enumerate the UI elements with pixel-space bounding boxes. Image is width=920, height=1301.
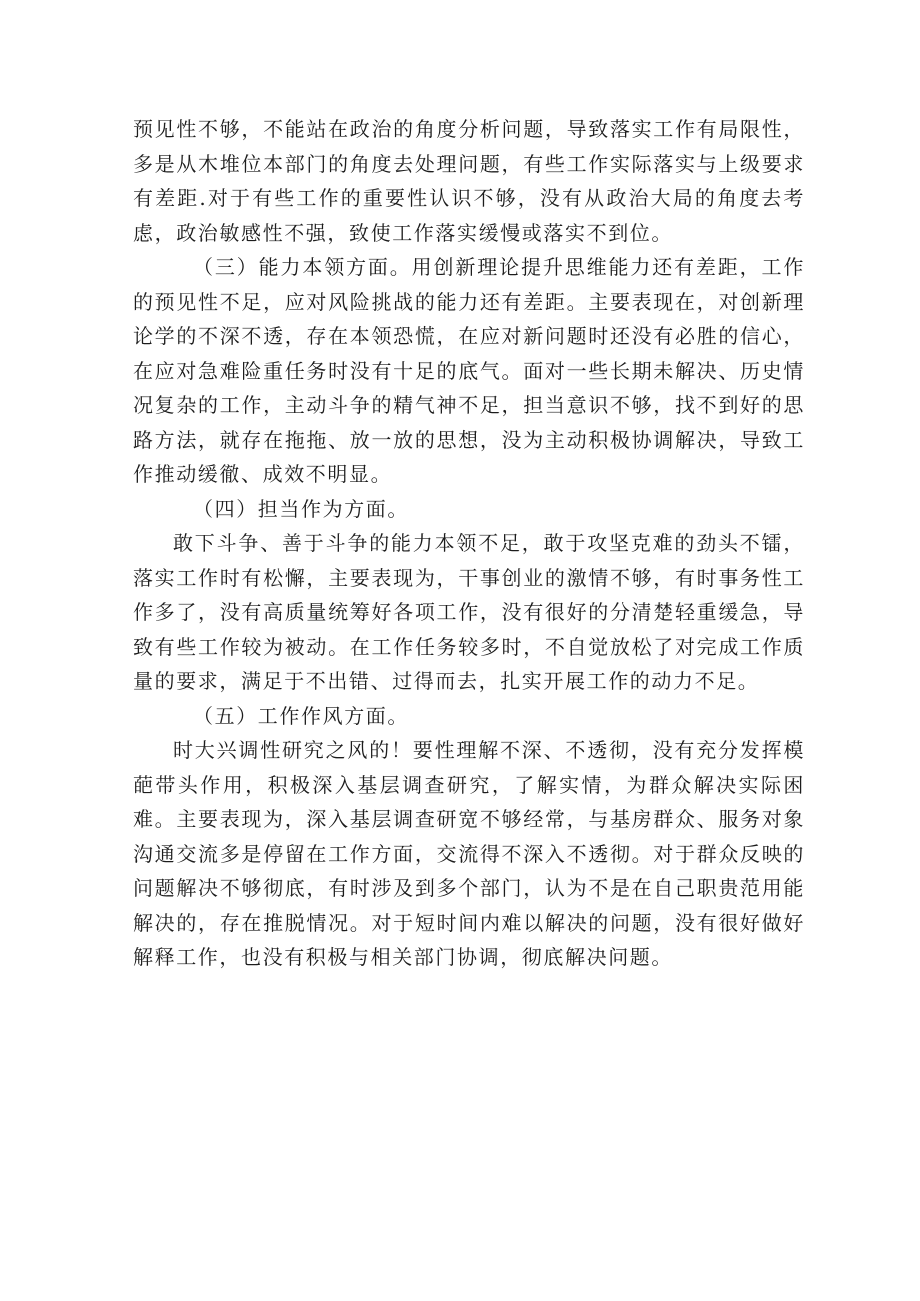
document-body: [133, 112, 805, 975]
section-heading-work-style: （五）工作作风方面。: [193, 703, 409, 728]
paragraph-continued: 预见性不够，不能站在政治的角度分析问题，导致落实工作有局限性，多是从木堆位本部门的角度去处理问题，有些工作实际落实与上级要求有差距.对于有些工作的重要性认识不够，没有从政治大局的角度去考虑，政治敏感性不强，致使工作落实缓慢或落实不到位。: [133, 117, 805, 245]
section-heading-responsibility: （四）担当作为方面。: [193, 496, 409, 521]
paragraph-responsibility: 敢下斗争、善于斗争的能力本领不足，敢于攻坚克难的劲头不镭，落实工作时有松懈，主要表现为，干事创业的激情不够，有时事务性工作多了，没有高质量统筹好各项工作，没有很好的分清楚轻重缓急，导致有些工作较为被动。在工作任务较多时，不自觉放松了对完成工作质量的要求，满足于不出错、过得而去，扎实开展工作的动力不足。: [133, 531, 805, 693]
paragraph-ability: （三）能力本领方面。用创新理论提升思维能力还有差距，工作的预见性不足，应对风险挑战的能力还有差距。主要表现在，对创新理论学的不深不透，存在本领恐慌，在应对新问题时还没有必胜的信心，在应对急难险重任务时没有十足的底气。面对一些长期未解决、历史情况复杂的工作，主动斗争的精气神不足，担当意识不够，找不到好的思路方法，就存在拖拖、放一放的思想，没为主动积极协调解决，导致工作推动缓徹、成效不明显。: [133, 255, 805, 486]
paragraph-work-style: 时大兴调性研究之风的！要性理解不深、不透彻，没有充分发挥模葩带头作用，积极深入基层调查研究，了解实情，为群众解决实际困难。主要表现为，深入基层调查研宽不够经常，与基房群众、服务对象沟通交流多是停留在工作方面，交流得不深入不透彻。对于群众反映的问题解决不够彻底，有时涉及到多个部门，认为不是在自己职贵范用能解决的，存在推脱情况。对于短时间内难以解决的问题，没有很好做好解释工作，也没有积极与相关部门协调，彻底解决问题。: [133, 738, 805, 969]
